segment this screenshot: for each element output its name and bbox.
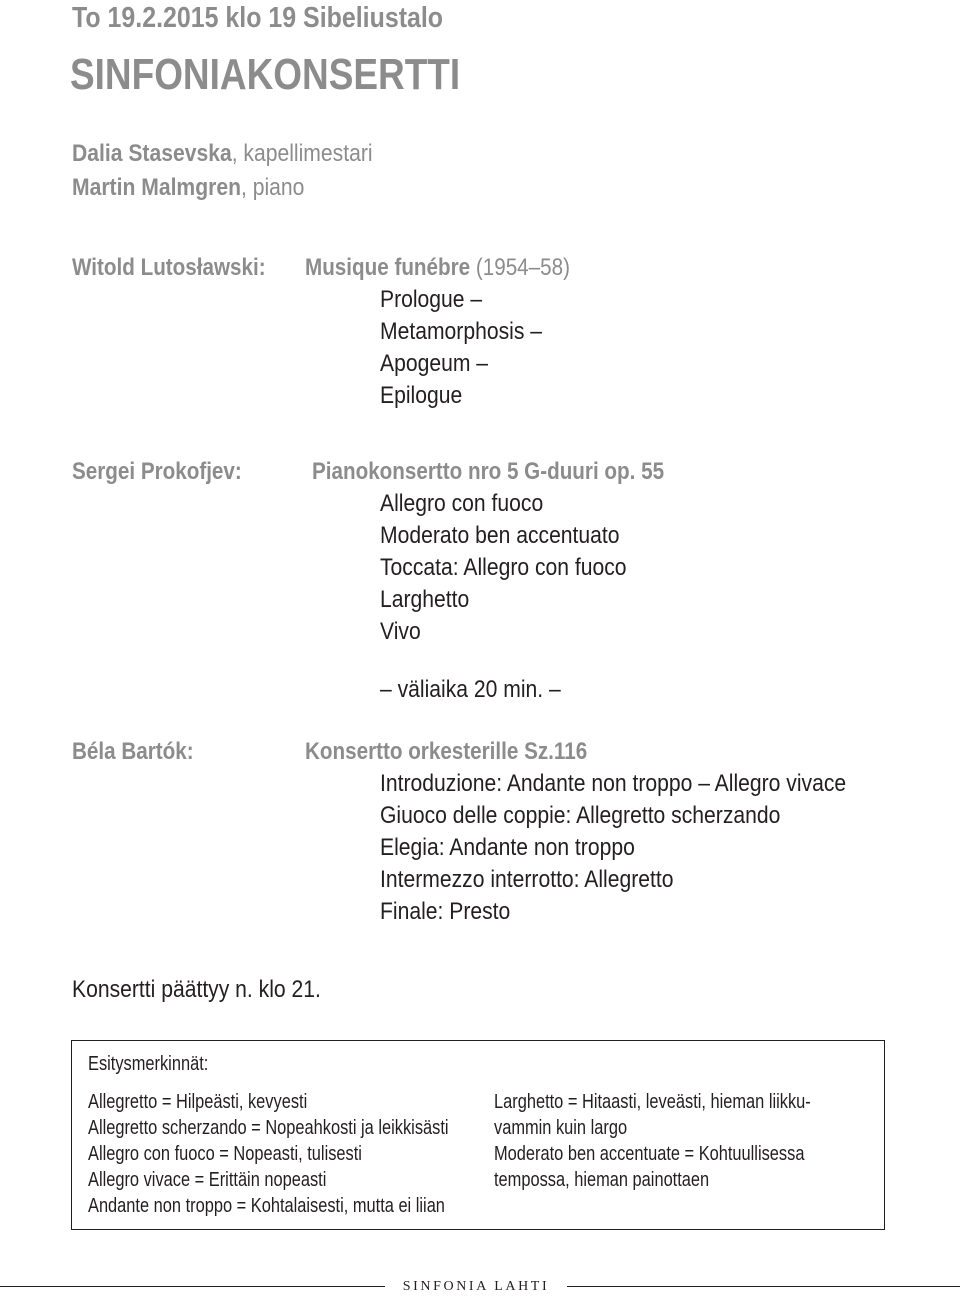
work-concerto-for-orchestra: Konsertto orkesterille Sz.116 — [305, 738, 588, 765]
composer-prokofjev: Sergei Prokofjev: — [72, 458, 242, 485]
performer-role: , piano — [240, 174, 305, 201]
footer-rule-right — [567, 1286, 960, 1287]
intermission-note: – väliaika 20 min. – — [380, 676, 561, 703]
movement-item: Epilogue — [380, 382, 463, 409]
legend-item: Larghetto = Hitaasti, leveästi, hieman liikku- — [494, 1091, 811, 1113]
footer-rule-left — [0, 1286, 385, 1287]
performer-conductor — [72, 140, 414, 168]
movement-item: Prologue – — [380, 286, 483, 313]
movement-item: Moderato ben accentuato — [380, 522, 620, 549]
movement-item: Introduzione: Andante non troppo – Allegro vivace — [380, 770, 847, 797]
work-title: Musique funébre — [305, 254, 471, 281]
movement-item: Toccata: Allegro con fuoco — [380, 554, 627, 581]
composer-lutoslawski: Witold Lutosławski: — [72, 254, 266, 281]
performer-name: Martin Malmgren — [72, 174, 241, 201]
movement-item: Allegro con fuoco — [380, 490, 544, 517]
legend-item: Allegro vivace = Erittäin nopeasti — [88, 1169, 327, 1191]
legend-item: Andante non troppo = Kohtalaisesti, mutta ei liian — [88, 1195, 445, 1217]
legend-column-right — [494, 1089, 880, 1193]
movement-item: Larghetto — [380, 586, 470, 613]
tempo-legend-box — [71, 1040, 885, 1230]
composer-bartok: Béla Bartók: — [72, 738, 194, 765]
legend-item: Allegretto scherzando = Nopeahkosti ja leikkisästi — [88, 1117, 449, 1139]
performer-name: Dalia Stasevska — [72, 140, 232, 167]
movement-item: Apogeum – — [380, 350, 489, 377]
legend-column-left — [88, 1089, 528, 1219]
movement-item: Intermezzo interrotto: Allegretto — [380, 866, 674, 893]
movement-item: Finale: Presto — [380, 898, 511, 925]
movement-item: Vivo — [380, 618, 421, 645]
work-musique-funebre — [305, 254, 613, 282]
concert-end-note: Konsertti päättyy n. klo 21. — [72, 976, 321, 1003]
legend-item: vammin kuin largo — [494, 1117, 628, 1139]
legend-title: Esitysmerkinnät: — [88, 1053, 209, 1075]
concert-title: SINFONIAKONSERTTI — [70, 50, 461, 99]
work-piano-concerto-5: Pianokonsertto nro 5 G-duuri op. 55 — [312, 458, 665, 485]
performer-pianist — [72, 174, 336, 202]
movement-item: Elegia: Andante non troppo — [380, 834, 635, 861]
performer-role: , kapellimestari — [231, 140, 373, 167]
legend-item: Allegretto = Hilpeästi, kevyesti — [88, 1091, 308, 1113]
work-years: (1954–58) — [470, 254, 570, 281]
concert-date-line: To 19.2.2015 klo 19 Sibeliustalo — [72, 2, 444, 34]
movement-item: Giuoco delle coppie: Allegretto scherzando — [380, 802, 781, 829]
movement-item: Metamorphosis – — [380, 318, 542, 345]
legend-item: Allegro con fuoco = Nopeasti, tulisesti — [88, 1143, 362, 1165]
legend-item: Moderato ben accentuate = Kohtuullisessa — [494, 1143, 805, 1165]
footer-brand-logo: SINFONIA LAHTI — [402, 1279, 550, 1294]
legend-item: tempossa, hieman painottaen — [494, 1169, 710, 1191]
